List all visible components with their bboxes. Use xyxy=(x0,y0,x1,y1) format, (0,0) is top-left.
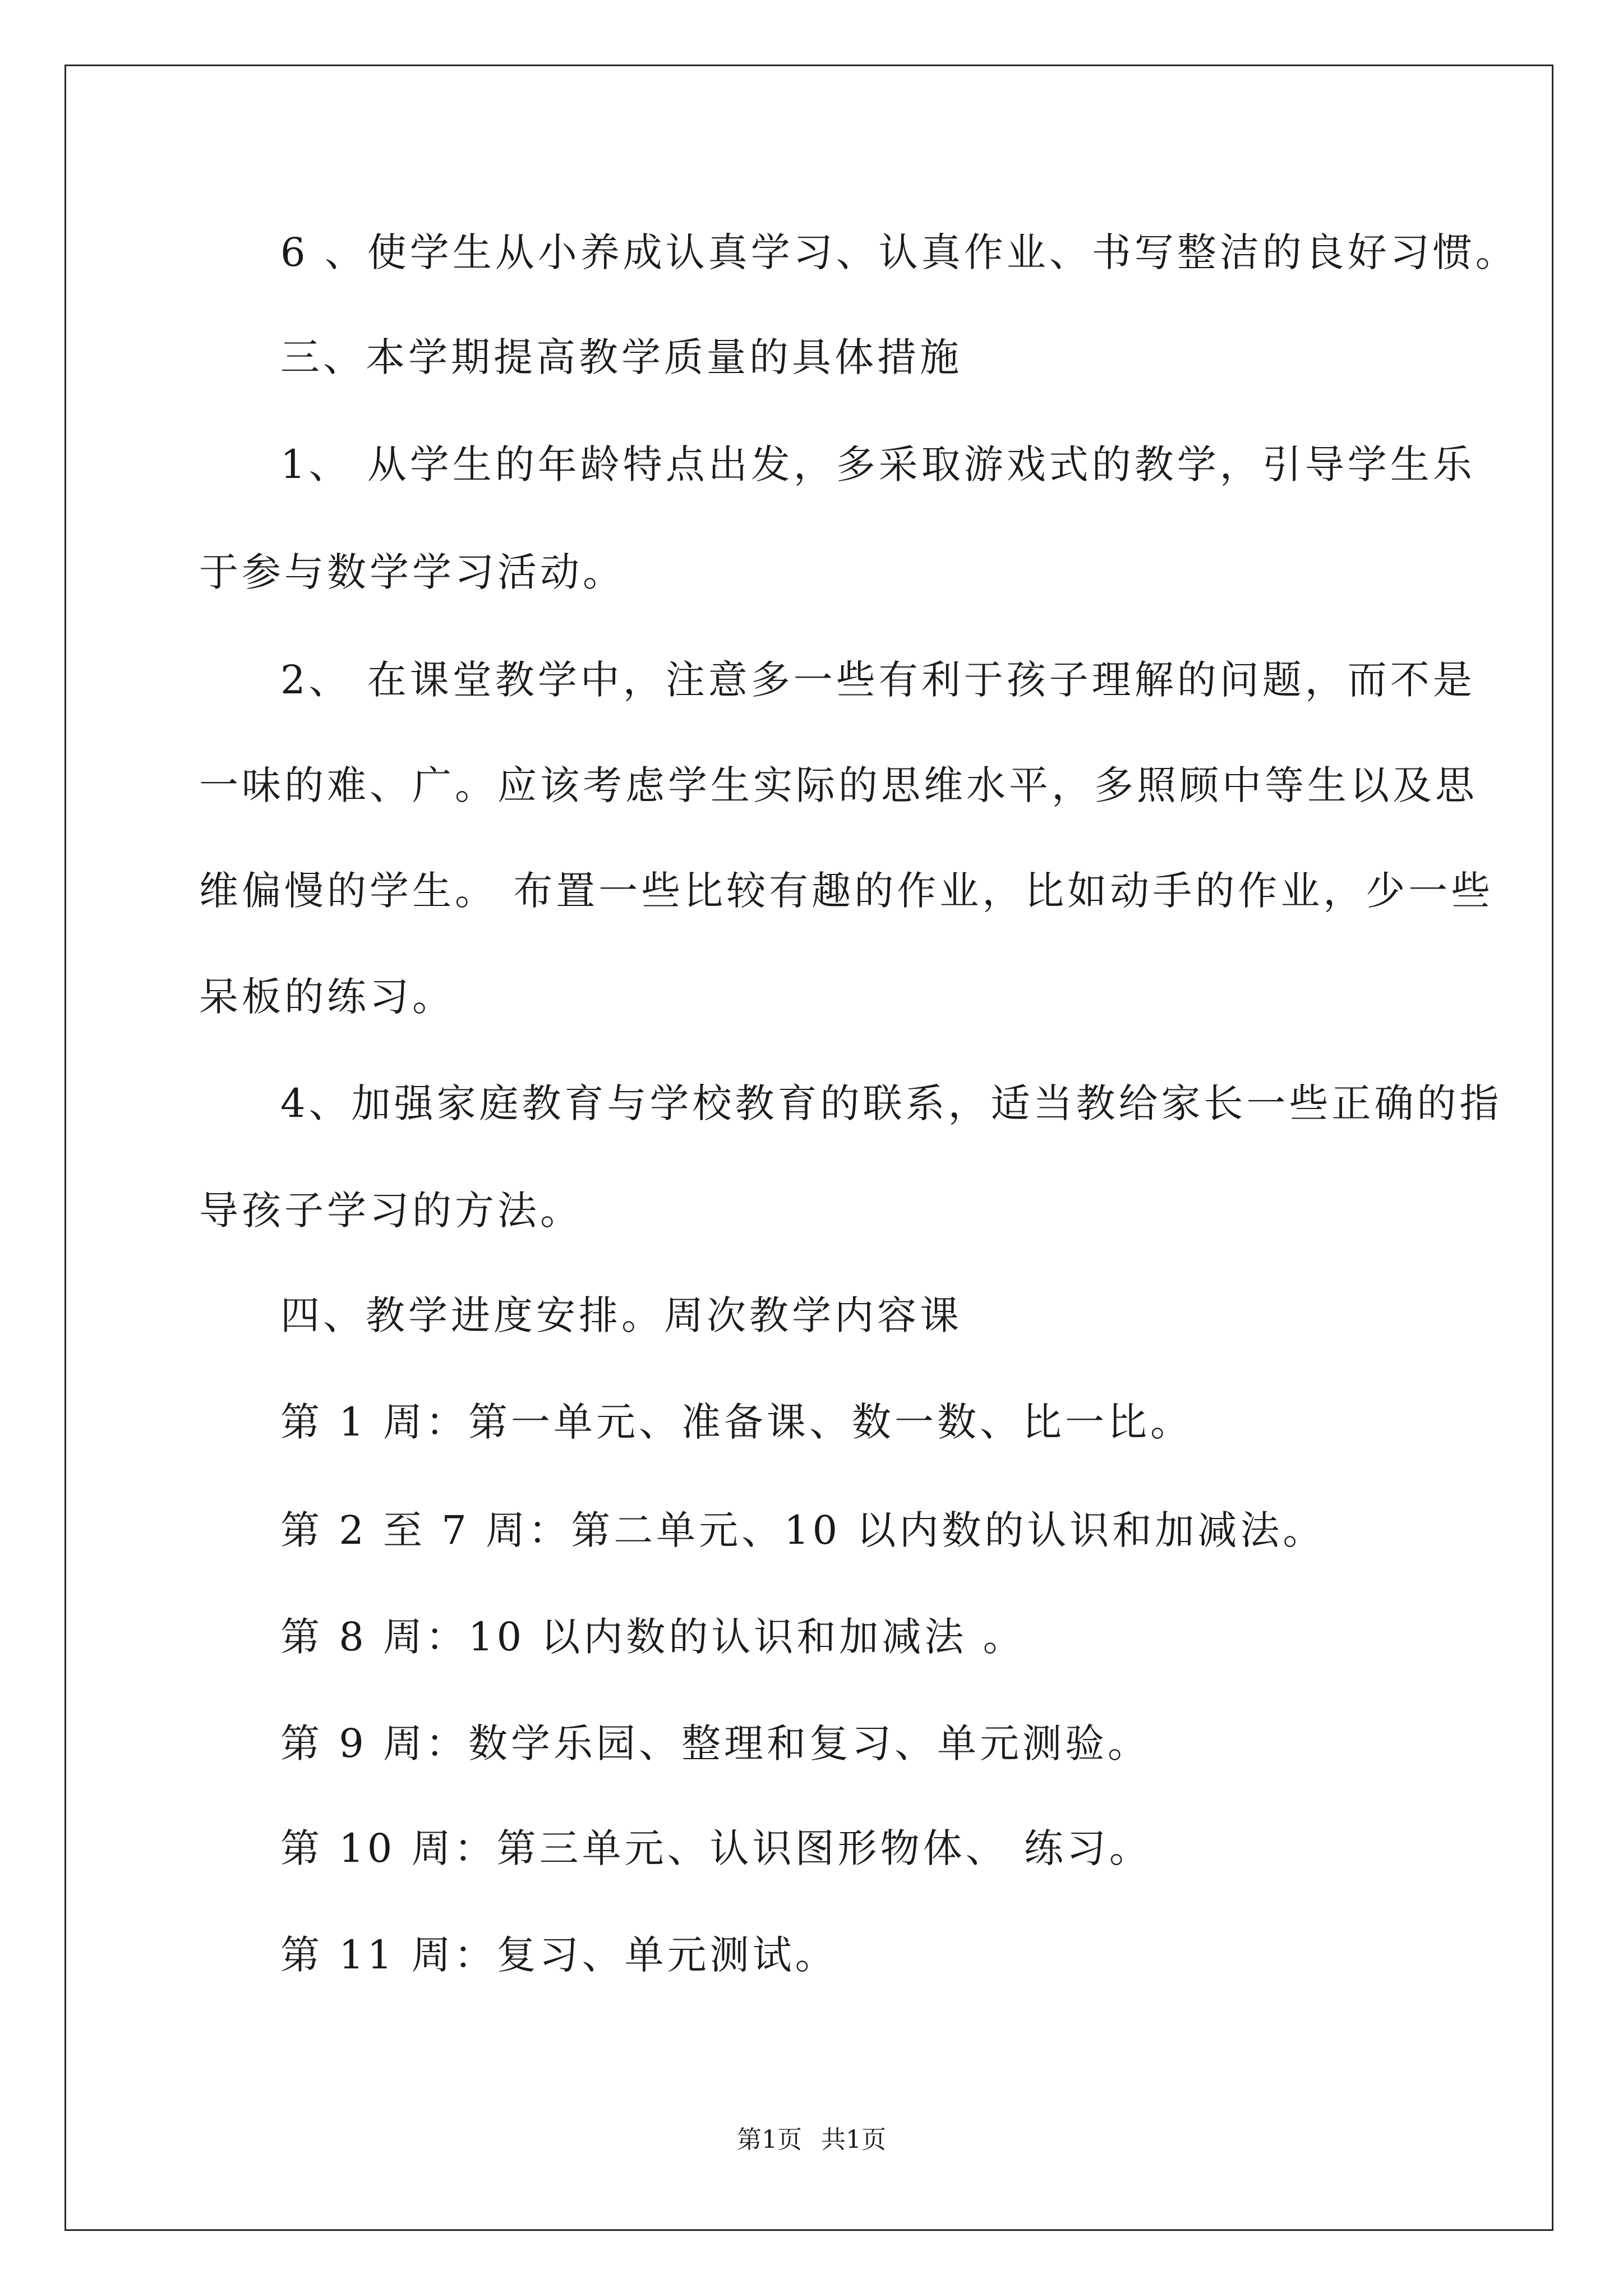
schedule-week-2-7: 第 2 至 7 周：第二单元、10 以内数的认识和加减法。 xyxy=(280,1507,1326,1553)
section-heading-schedule: 四、教学进度安排。周次教学内容课 xyxy=(280,1292,962,1338)
measure-4-line-2: 导孩子学习的方法。 xyxy=(199,1188,583,1234)
schedule-week-8: 第 8 周：10 以内数的认识和加减法 。 xyxy=(280,1614,1026,1660)
page-footer: 第1页 共1页 xyxy=(737,2125,886,2154)
measure-1-line-1: 1、 从学生的年龄特点出发，多采取游戏式的教学，引导学生乐 xyxy=(280,441,1476,487)
schedule-week-10: 第 10 周：第三单元、认识图形物体、 练习。 xyxy=(280,1825,1152,1871)
page-border xyxy=(64,65,1553,2231)
paragraph-goal-6: 6 、使学生从小养成认真学习、认真作业、书写整洁的良好习惯。 xyxy=(280,229,1518,275)
section-heading-measures: 三、本学期提高教学质量的具体措施 xyxy=(280,334,962,380)
measure-2-line-3: 维偏慢的学生。 布置一些比较有趣的作业，比如动手的作业，少一些 xyxy=(199,868,1494,914)
measure-2-line-2: 一味的难、广。应该考虑学生实际的思维水平，多照顾中等生以及思 xyxy=(199,762,1478,808)
schedule-week-9: 第 9 周：数学乐园、整理和复习、单元测验。 xyxy=(280,1720,1151,1766)
schedule-week-1: 第 1 周：第一单元、准备课、数一数、比一比。 xyxy=(280,1399,1193,1445)
measure-2-line-1: 2、 在课堂教学中，注意多一些有利于孩子理解的问题，而不是 xyxy=(280,657,1476,703)
measure-4-line-1: 4、加强家庭教育与学校教育的联系，适当教给家长一些正确的指 xyxy=(280,1080,1502,1126)
measure-2-line-4: 呆板的练习。 xyxy=(199,974,455,1020)
schedule-week-11: 第 11 周：复习、单元测试。 xyxy=(280,1932,838,1978)
measure-1-line-2: 于参与数学学习活动。 xyxy=(199,549,625,595)
